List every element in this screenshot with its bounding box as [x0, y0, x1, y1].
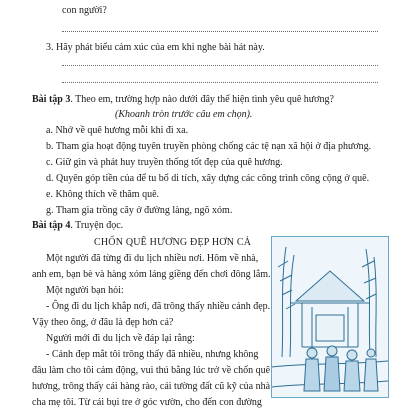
option-g[interactable]: g. Tham gia trồng cây ở đường làng, ngõ xóm.: [46, 205, 233, 216]
story-illustration: [271, 236, 389, 398]
option-b[interactable]: b. Tham gia hoạt động tuyên truyền phòng chống các tệ nạn xã hội ở địa phương.: [46, 141, 372, 152]
question-3: 3. Hãy phát biểu cảm xúc của em khi nghe bài hát này.: [46, 42, 265, 53]
question-line-fragment: con người?: [62, 5, 107, 16]
option-d[interactable]: d. Quyên góp tiền của để tu bổ di tích, xây dựng các công trình công cộng ở quê.: [46, 173, 370, 184]
answer-dotted-line: [62, 65, 378, 66]
story-line: anh em, bạn bè và hàng xóm láng giềng đến chơi đông lắm.: [32, 269, 271, 280]
story-line: - Cảnh đẹp mắt tôi trông thấy đã nhiều, nhưng không: [46, 349, 259, 360]
exercise-3-question: . Theo em, trường hợp nào dưới đây thể hiện tình yêu quê hương?: [70, 94, 334, 105]
story-line: cha mẹ tôi. Từ cái bụi tre ở góc vườn, cho đến con đường: [32, 397, 262, 408]
village-scene-icon: [272, 237, 388, 397]
exercise-4-intro: . Truyện đọc.: [70, 220, 124, 231]
story-line: - Ông đi du lịch khắp nơi, đã trông thấy nhiều cảnh đẹp.: [46, 301, 271, 312]
story-line: Vậy theo ông, ở đâu là đẹp hơn cả?: [32, 317, 174, 328]
exercise-4-heading: [32, 219, 123, 232]
option-a[interactable]: a. Nhớ về quê hương mỗi khi đi xa.: [46, 125, 189, 136]
story-title: CHỐN QUÊ HƯƠNG ĐẸP HƠN CẢ: [94, 237, 252, 248]
exercise-3-instruction: (Khoanh tròn trước câu em chọn).: [115, 109, 253, 120]
story-line: Một người bạn hỏi:: [46, 285, 124, 296]
story-line: Một người đã từng đi du lịch nhiều nơi. Hôm về nhà,: [46, 253, 259, 264]
option-e[interactable]: e. Không thích về thăm quê.: [46, 189, 160, 200]
option-c[interactable]: c. Giữ gìn và phát huy truyền thống tốt đẹp của quê hương.: [46, 157, 283, 168]
answer-dotted-line: [62, 31, 378, 32]
answer-dotted-line: [62, 82, 378, 83]
story-line: Người mới đi du lịch về đáp lại rằng:: [46, 333, 195, 344]
story-line: đâu làm cho tôi cảm động, vui thú bằng lúc trở về chốn quê: [32, 365, 271, 376]
exercise-4-label: Bài tập 4: [32, 220, 71, 231]
exercise-3-label: Bài tập 3: [32, 94, 71, 105]
exercise-3-heading: [32, 93, 334, 106]
story-line: hương, trông thấy cái hàng rào, cái tường đất cũ kỹ của nhà: [32, 381, 271, 392]
